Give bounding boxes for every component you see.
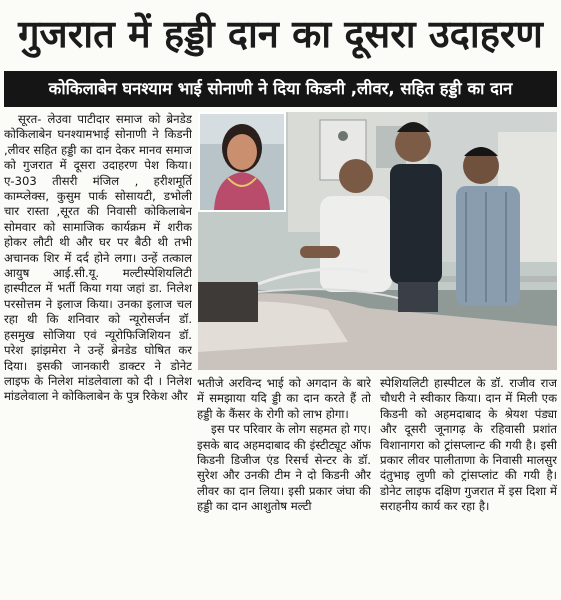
article-column-2	[197, 376, 371, 600]
column-2-paragraph-1: भतीजे अरविन्द भाई को अगदान के बारे में समझाया यदि ड्डी का दान करते हैं तो हड्डी के कैंसर के रोगी को लाभ होगा।	[197, 376, 371, 421]
hospital-photo	[198, 112, 557, 370]
headline: गुजरात में हड्डी दान का दूसरा उदाहरण	[18, 12, 543, 56]
portrait-inset	[198, 112, 286, 212]
column-2-paragraph-2: इस पर परिवार के लोग सहमत हो गए। इसके बाद अहमदाबाद की इंस्टीट्यूट ऑफ किडनी डिजीज एंड रिसर्च सेन्टर के डॉ. सुरेश और उनकी टीम ने दो किडनी और लीवर का दान लिया। इसी प्रकार जंघा की हड्डी का दान आशुतोष मल्टी	[197, 422, 371, 514]
article-column-1	[4, 112, 192, 600]
article-column-3	[380, 376, 557, 600]
column-1-text: सूरत- लेउवा पाटीदार समाज को ब्रेनडेड कोकिलाबेन घनश्यामभाई सोनाणी ने किडनी ,लीवर सहित हड्डी का दान देकर मानव समाज को गुजरात में दूसरा उदाहरण पेश किया। ए-303 तीसरी मंजिल , हरीशमूर्ति काम्प्लेक्स, कुसुम पार्क सोसायटी, डभोली चार रास्ता ,सूरत की निवासी कोकिलाबेन सोमवार को सामाजिक कार्यक्रम में शरीक होकर लौटी थी और घर पर बैठी थी तभी अचानक शिर में दर्द होने लगा। उन्हें तत्काल आयुष आई.सी.यू. मल्टीस्पेशियलिटी हास्पीटल में भर्ती किया गया जहां डा. निलेश परसोत्तम ने इलाज किया। उनका इलाज चल रहा थी कि शनिवार को न्यूरोसर्जन डॉ. हसमुख सोजिया एवं न्यूरोफिजिशियन डॉ. परेश झांझमेरा ने उन्हें ब्रेनडेड घोषित कर दिया। इसकी जानकारी डाक्टर ने डोनेट लाइफ के निलेश मांडलेवाला को दी । निलेश मांडलेवाला ने कोकिलाबेन के पुत्र रिकेश और	[4, 112, 192, 404]
subheadline-bar: कोकिलाबेन घनश्याम भाई सोनाणी ने दिया किडनी ,लीवर, सहित हड्डी का दान	[4, 71, 557, 107]
column-3-text: स्पेशियलिटी हास्पीटल के डॉ. राजीव राज चौधरी ने स्वीकार किया। दान में मिली एक किडनी को अहमदाबाद के श्रेयश पंड्या और दूसरी जूनागढ़ के रहिवासी प्रशांत विशानागरा को ट्रांसप्लान्ट की गयी है। इसी प्रकार लीवर पालीताणा के निवासी मालसुर दंतुभाइ लुणी को ट्रांसप्लांट की गयी है। डोनेट लाइफ दक्षिण गुजरात में इस दिशा में सराहनीय कार्य कर रहा है।	[380, 376, 557, 514]
portrait-photo-image	[200, 114, 284, 210]
